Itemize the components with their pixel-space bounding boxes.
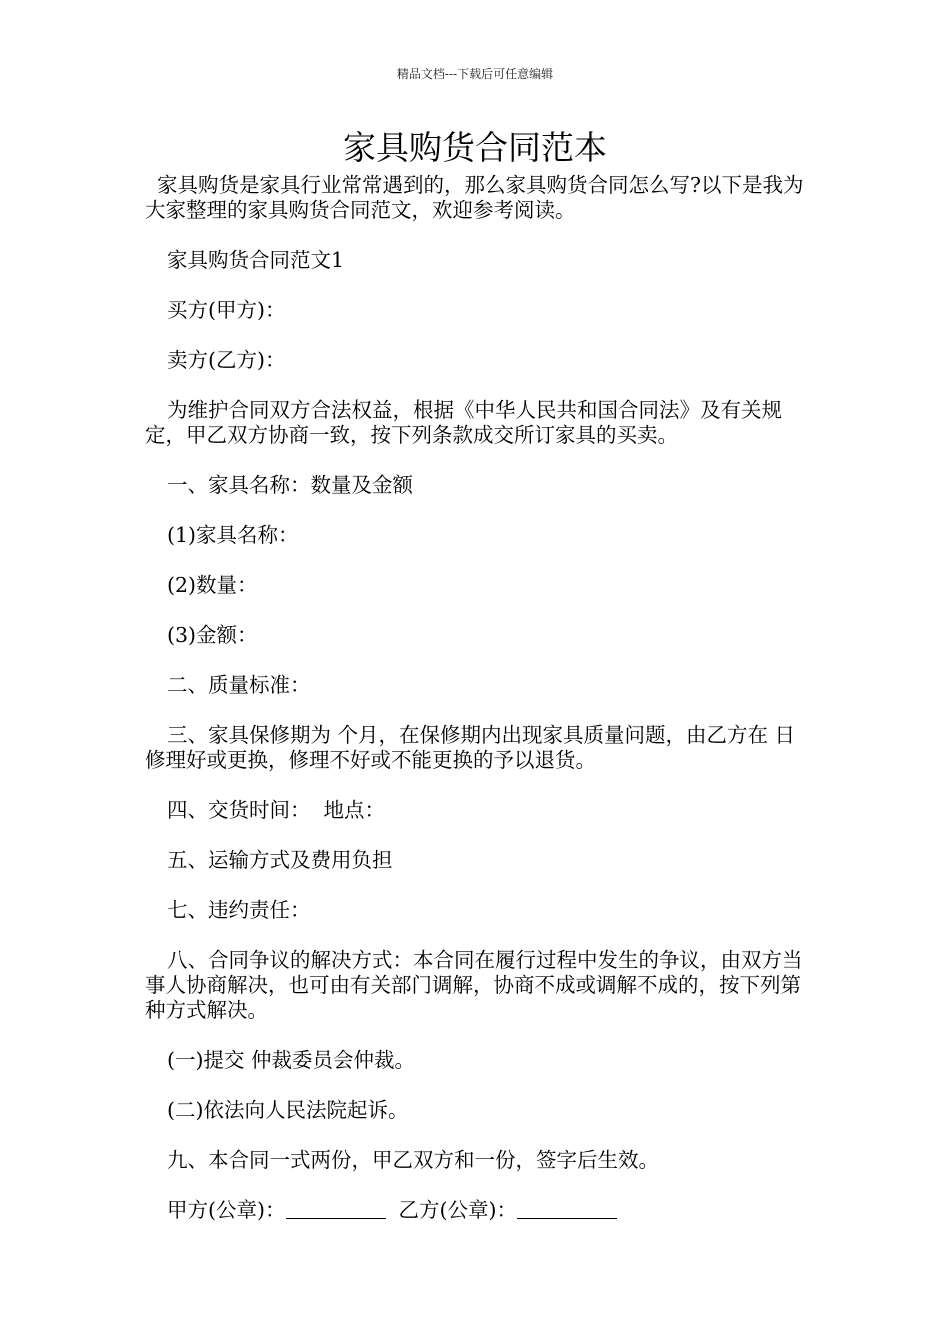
sample-heading: 家具购货合同范文1 [167,248,345,272]
signature-line [145,1198,810,1223]
clause-3-warranty: 三、家具保修期为 个月，在保修期内出现家具质量问题，由乙方在 日修理好或更换，修理不好或不能更换的予以退货。 [145,723,796,772]
clause-1-heading: 一、家具名称：数量及金额 [167,473,413,497]
clause-5-transport: 五、运输方式及费用负担 [167,848,393,872]
clause-8-dispute: 八、合同争议的解决方式：本合同在履行过程中发生的争议，由双方当事人协商解决，也可由有关部门调解，协商不成或调解不成的，按下列第 种方式解决。 [145,948,803,1022]
dispute-option-arbitration: (一)提交 仲裁委员会仲裁。 [167,1048,416,1072]
dispute-option-court: (二)依法向人民法院起诉。 [167,1098,409,1122]
clause-1-item-amount: (3)金额： [167,623,258,647]
party-b-signature-blank [517,1200,617,1219]
header-note: 精品文档---下载后可任意编辑 [396,67,554,81]
document-title: 家具购货合同范本 [343,128,607,167]
clause-7-liability: 七、违约责任： [167,898,311,922]
preamble-paragraph: 为维护合同双方合法权益，根据《中华人民共和国合同法》及有关规定，甲乙双方协商一致，按下列条款成交所订家具的买卖。 [145,398,782,447]
clause-1-item-name: (1)家具名称： [167,523,299,547]
party-a-signature-blank [286,1200,386,1219]
document-body [145,173,810,1223]
clause-9-copies: 九、本合同一式两份，甲乙双方和一份，签字后生效。 [167,1148,659,1172]
party-b-seal-label: 乙方(公章)： [398,1198,518,1222]
party-a-seal-label: 甲方(公章)： [167,1198,286,1222]
buyer-line: 买方(甲方)： [167,298,286,322]
seller-line: 卖方(乙方)： [167,348,286,372]
clause-2-quality: 二、质量标准： [167,673,311,697]
intro-paragraph: 家具购货是家具行业常常遇到的，那么家具购货合同怎么写?以下是我为大家整理的家具购货合同范文，欢迎参考阅读。 [145,173,804,222]
clause-4-delivery: 四、交货时间： 地点： [167,798,386,822]
clause-1-item-quantity: (2)数量： [167,573,258,597]
